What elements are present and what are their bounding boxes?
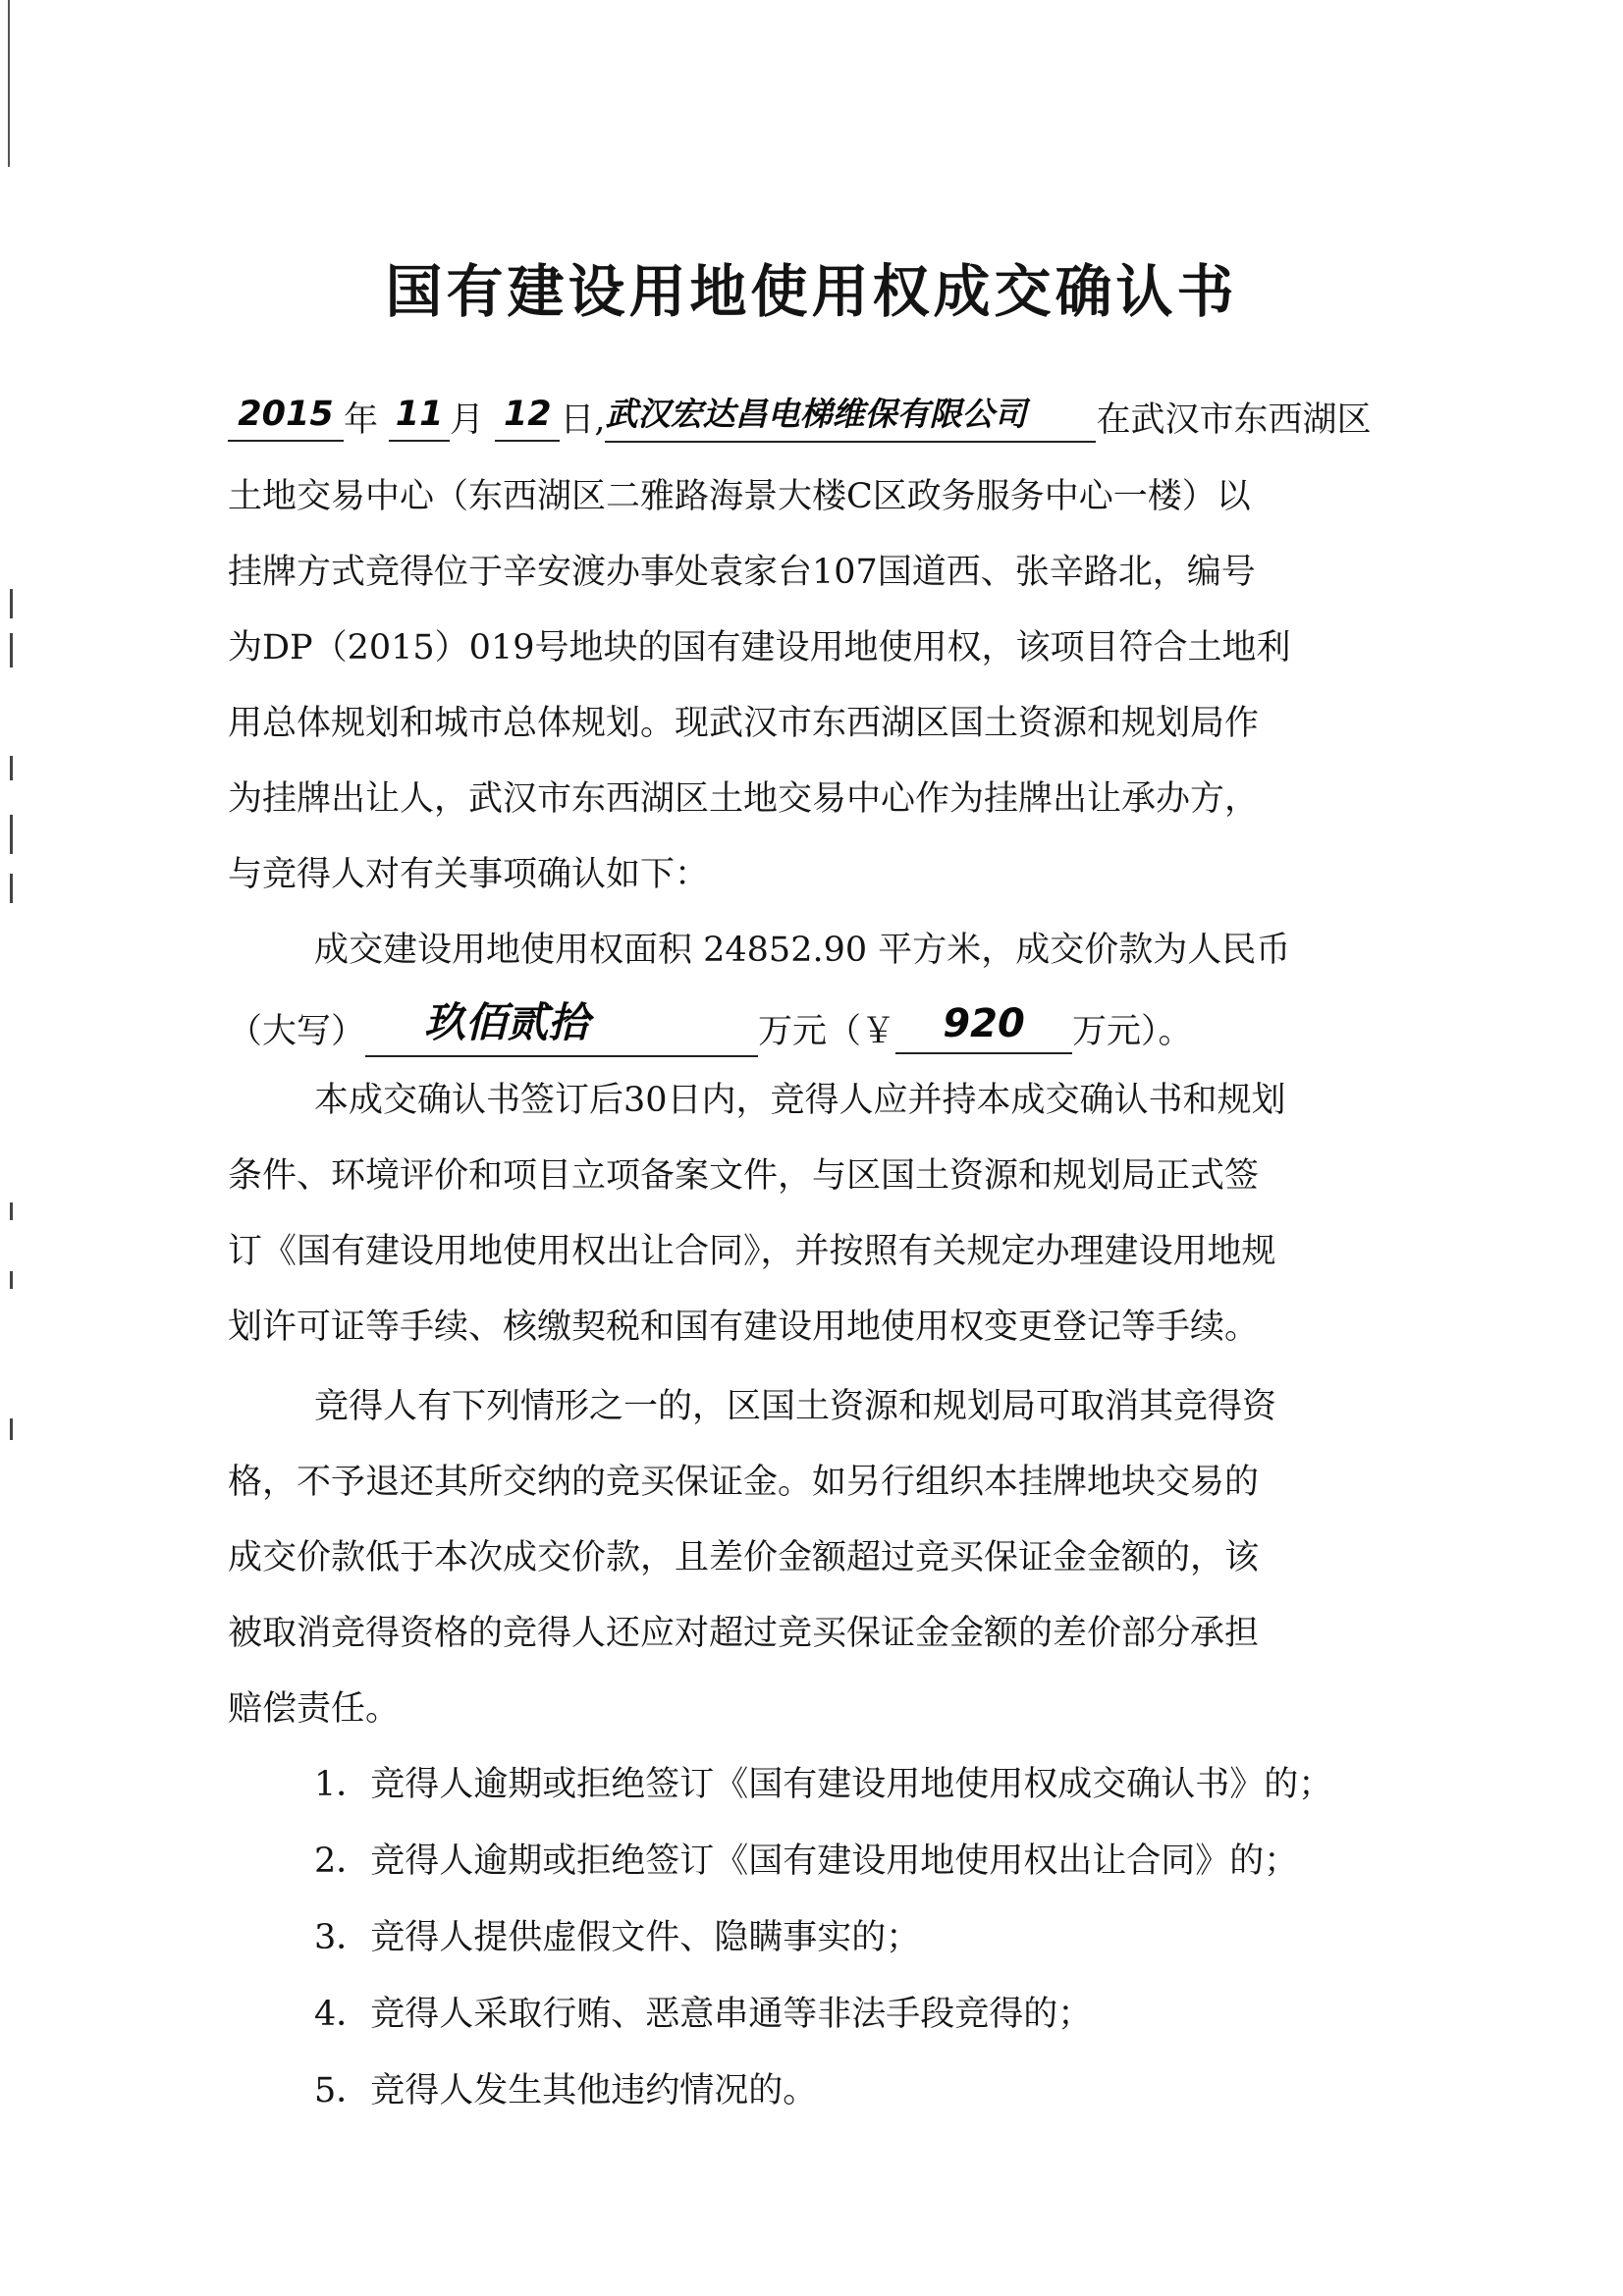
amount-words-field xyxy=(365,996,758,1057)
paragraph-2-line: 划许可证等手续、核缴契税和国有建设用地使用权变更登记等手续。 xyxy=(228,1308,1260,1347)
month-value: 11 xyxy=(395,395,444,434)
paragraph-1-line: 用总体规划和城市总体规划。现武汉市东西湖区国土资源和规划局作 xyxy=(228,704,1260,743)
condition-item: 2．竞得人逾期或拒绝签订《国有建设用地使用权出让合同》的； xyxy=(314,1842,1299,1881)
paragraph-1-line: 与竞得人对有关事项确认如下： xyxy=(228,855,710,894)
day-field xyxy=(495,395,560,442)
paragraph-2-line: 订《国有建设用地使用权出让合同》，并按照有关规定办理建设用地规 xyxy=(228,1232,1276,1271)
paragraph-3-line: 被取消竞得资格的竞得人还应对超过竞买保证金金额的差价部分承担 xyxy=(228,1614,1260,1653)
price-amount-line xyxy=(228,996,1193,1057)
scan-edge-mark xyxy=(10,756,13,780)
condition-item: 4．竞得人采取行贿、恶意串通等非法手段竞得的； xyxy=(314,1995,1093,2034)
amount-number-label: 万元（￥ xyxy=(758,1012,896,1051)
paragraph-2-line: 条件、环境评价和项目立项备案文件，与区国土资源和规划局正式签 xyxy=(228,1156,1260,1196)
amount-words-value: 玖佰贰拾 xyxy=(424,998,590,1046)
scan-edge-mark xyxy=(10,633,13,667)
amount-number-value: 920 xyxy=(943,1001,1025,1046)
header-line-end: 在武汉市东西湖区 xyxy=(1096,400,1372,440)
paragraph-1-line: 挂牌方式竞得位于辛安渡办事处袁家台107国道西、张辛路北，编号 xyxy=(228,553,1256,592)
scan-edge-mark xyxy=(10,1271,13,1289)
scan-edge-mark xyxy=(10,589,13,618)
paragraph-2-line: 本成交确认书签订后30日内，竞得人应并持本成交确认书和规划 xyxy=(314,1081,1286,1120)
header-line xyxy=(228,393,1371,443)
scan-edge-line xyxy=(8,0,10,167)
year-label: 年 xyxy=(344,400,379,440)
condition-item: 1．竞得人逾期或拒绝签订《国有建设用地使用权成交确认书》的； xyxy=(314,1765,1333,1804)
scan-edge-mark xyxy=(10,815,13,854)
amount-words-label: （大写） xyxy=(228,1012,366,1051)
condition-item: 3．竞得人提供虚假文件、隐瞒事实的； xyxy=(314,1918,921,1957)
month-label: 月 xyxy=(450,400,485,440)
bidder-name: 武汉宏达昌电梯维保有限公司 xyxy=(605,395,1027,433)
scan-edge-mark xyxy=(10,874,13,903)
month-field xyxy=(389,395,450,442)
paragraph-3-line: 竞得人有下列情形之一的，区国土资源和规划局可取消其竞得资 xyxy=(314,1387,1277,1426)
paragraph-1-line: 土地交易中心（东西湖区二雅路海景大楼C区政务服务中心一楼）以 xyxy=(228,477,1251,516)
condition-item: 5．竞得人发生其他违约情况的。 xyxy=(314,2071,818,2110)
bidder-field xyxy=(605,395,1096,443)
paragraph-3-line: 成交价款低于本次成交价款，且差价金额超过竞买保证金金额的，该 xyxy=(228,1538,1260,1577)
scan-edge-mark xyxy=(10,1418,13,1440)
day-value: 12 xyxy=(503,395,552,434)
amount-number-field xyxy=(895,1001,1072,1054)
day-label: 日, xyxy=(560,400,606,440)
amount-unit-label: 万元）。 xyxy=(1072,1012,1193,1051)
paragraph-1-line: 为DP（2015）019号地块的国有建设用地使用权，该项目符合土地利 xyxy=(228,628,1291,667)
year-value: 2015 xyxy=(238,395,334,434)
year-field xyxy=(228,395,344,442)
document-title: 国有建设用地使用权成交确认书 xyxy=(385,258,1238,325)
paragraph-1-line: 为挂牌出让人，武汉市东西湖区土地交易中心作为挂牌出让承办方， xyxy=(228,779,1260,819)
paragraph-3-line: 赔偿责任。 xyxy=(228,1689,401,1729)
scan-edge-mark xyxy=(10,1202,13,1220)
paragraph-3-line: 格，不予退还其所交纳的竞买保证金。如另行组织本挂牌地块交易的 xyxy=(228,1463,1260,1502)
price-line: 成交建设用地使用权面积 24852.90 平方米，成交价款为人民币 xyxy=(314,931,1291,970)
